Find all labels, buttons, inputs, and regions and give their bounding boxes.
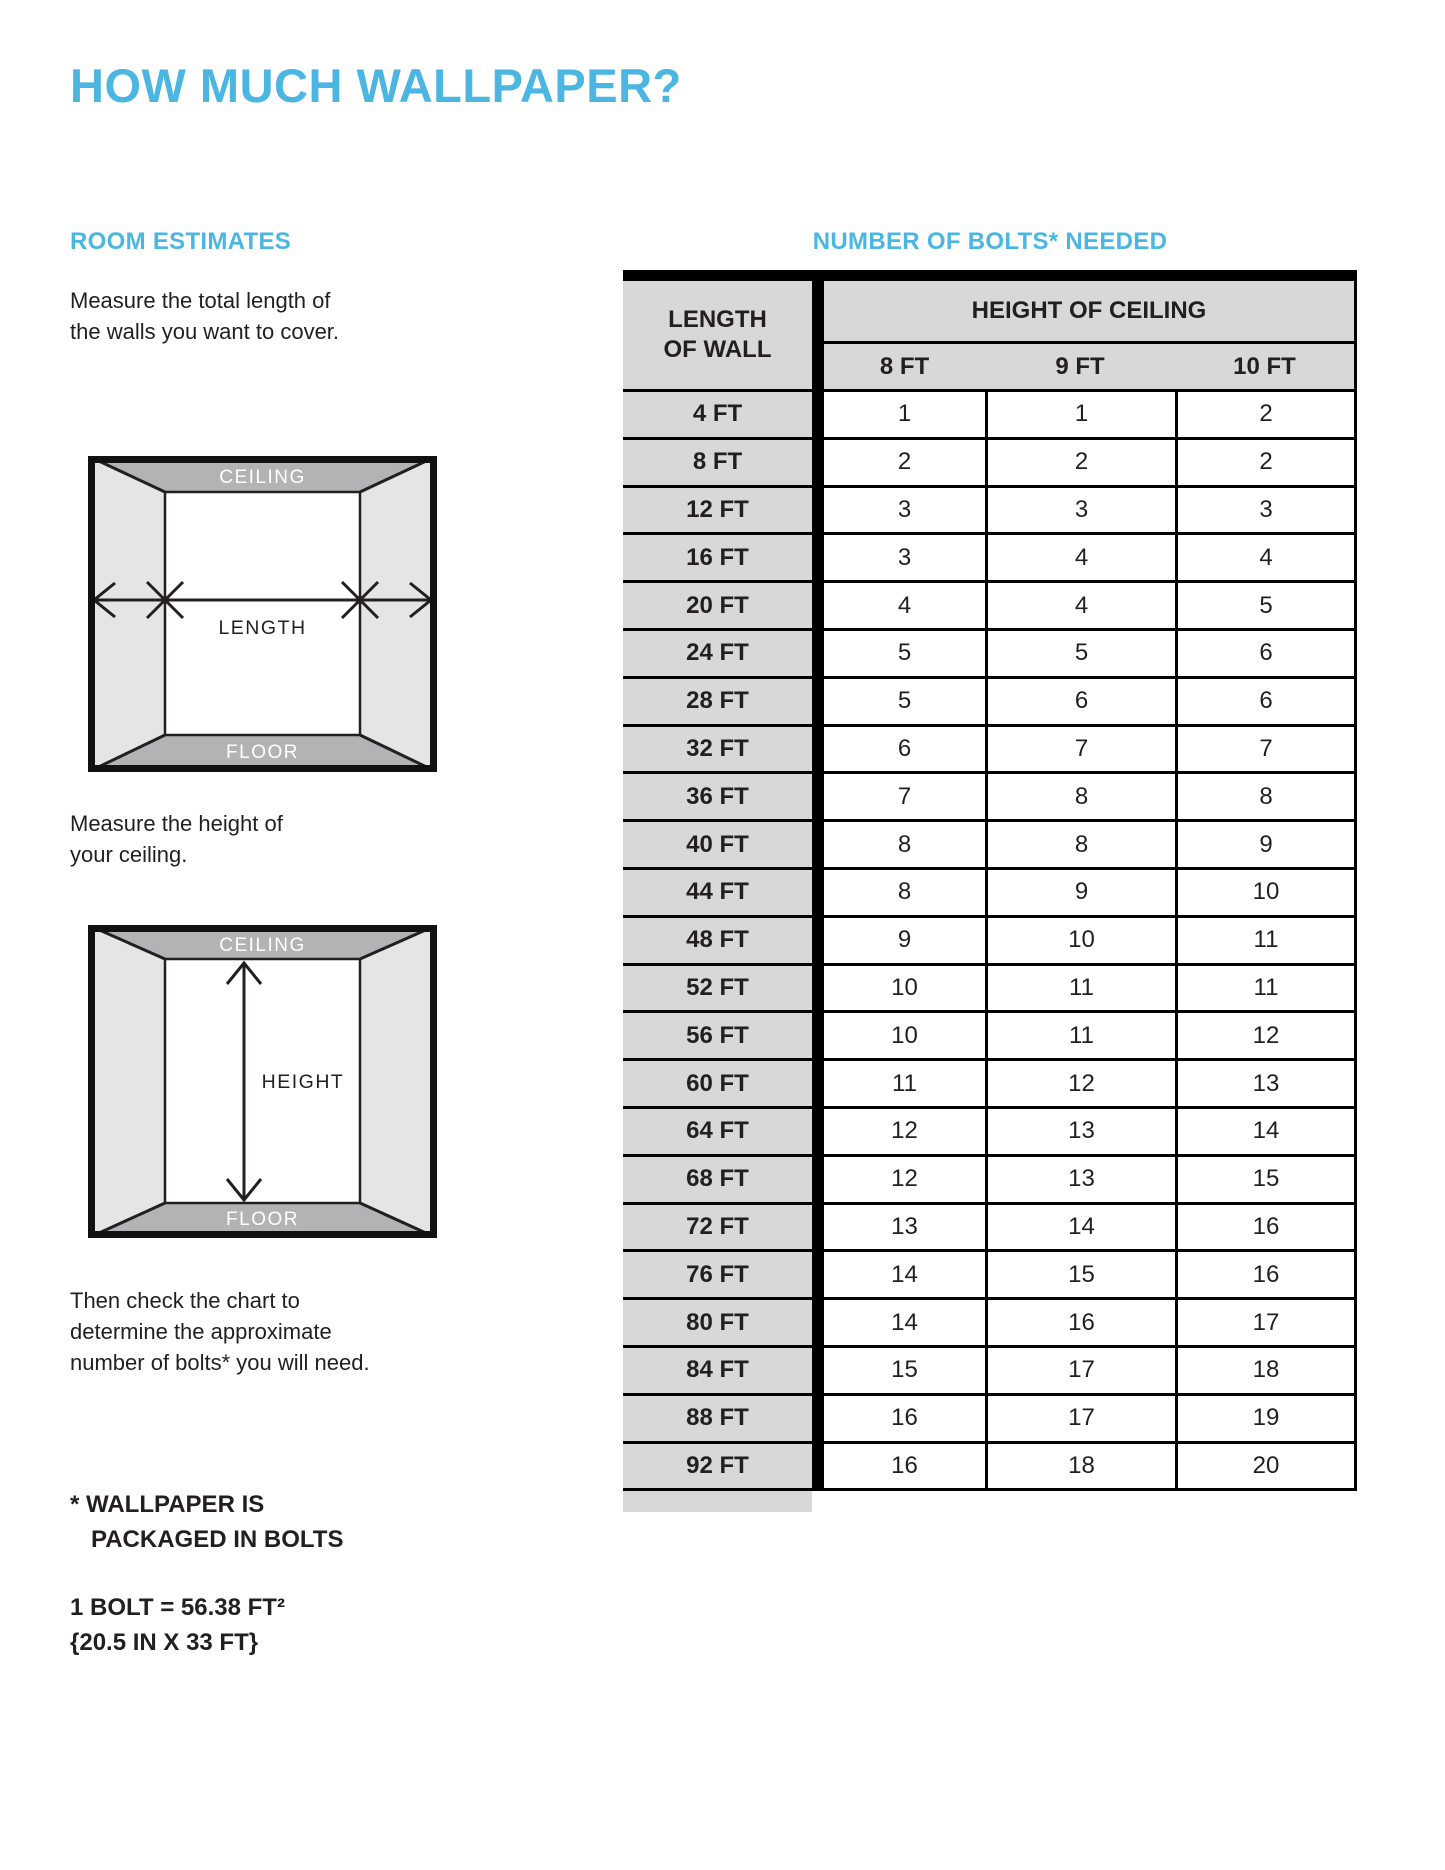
bolt-count-cell: 1 bbox=[985, 392, 1175, 437]
bolt-count-cell: 17 bbox=[985, 1396, 1175, 1441]
table-row bbox=[623, 1205, 1354, 1253]
bolt-count-cell: 4 bbox=[985, 535, 1175, 580]
table-header bbox=[623, 281, 1354, 392]
text-line: number of bolts* you will need. bbox=[70, 1350, 370, 1375]
table-row bbox=[623, 1157, 1354, 1205]
wall-length-cell: 48 FT bbox=[623, 918, 824, 963]
room-estimates-heading: ROOM ESTIMATES bbox=[70, 228, 292, 255]
bolt-count-cell: 11 bbox=[1175, 966, 1354, 1011]
wall-length-cell: 36 FT bbox=[623, 774, 824, 819]
table-row bbox=[623, 870, 1354, 918]
table-row bbox=[623, 822, 1354, 870]
bolt-count-cell: 16 bbox=[985, 1300, 1175, 1345]
bolt-count-cell: 8 bbox=[1175, 774, 1354, 819]
bolt-count-cell: 13 bbox=[1175, 1061, 1354, 1106]
bolt-count-cell: 14 bbox=[985, 1205, 1175, 1250]
wall-length-cell: 68 FT bbox=[623, 1157, 824, 1202]
table-row bbox=[623, 535, 1354, 583]
bolt-count-cell: 4 bbox=[985, 583, 1175, 628]
bolt-count-cell: 9 bbox=[985, 870, 1175, 915]
back-wall-face bbox=[165, 492, 360, 735]
bolt-count-cell: 16 bbox=[891, 1451, 918, 1479]
floor-label: FLOOR bbox=[226, 742, 299, 763]
bolt-count-cell: 12 bbox=[1175, 1013, 1354, 1058]
bolt-count-cell: 6 bbox=[1175, 631, 1354, 676]
text-line: the walls you want to cover. bbox=[70, 319, 340, 344]
bolt-count-cell: 3 bbox=[1175, 488, 1354, 533]
table-row bbox=[623, 1109, 1354, 1157]
wall-length-cell: 60 FT bbox=[623, 1061, 824, 1106]
bolt-count-cell: 20 bbox=[1175, 1444, 1354, 1489]
wall-length-cell: 92 FT bbox=[623, 1444, 824, 1489]
table-row bbox=[623, 918, 1354, 966]
wall-length-cell: 16 FT bbox=[623, 535, 824, 580]
table-body bbox=[623, 392, 1354, 1491]
bolt-count-cell: 2 bbox=[897, 448, 912, 476]
text-line: LENGTH bbox=[668, 306, 767, 333]
bolt-count-cell: 17 bbox=[1175, 1300, 1354, 1345]
table-row bbox=[623, 1061, 1354, 1109]
bolt-count-cell: 15 bbox=[891, 1356, 918, 1384]
right-wall-face bbox=[360, 456, 437, 772]
table-row bbox=[623, 774, 1354, 822]
wall-length-cell: 12 FT bbox=[623, 488, 824, 533]
height-of-ceiling-header-group bbox=[824, 281, 1354, 389]
text-line: your ceiling. bbox=[70, 842, 188, 867]
table-row bbox=[623, 1348, 1354, 1396]
wall-length-cell: 4 FT bbox=[623, 392, 824, 437]
bolt-count-cell: 5 bbox=[1175, 583, 1354, 628]
bolt-count-cell: 12 bbox=[891, 1165, 918, 1193]
bolt-count-cell: 13 bbox=[985, 1157, 1175, 1202]
bolt-count-cell: 4 bbox=[1175, 535, 1354, 580]
wall-length-cell: 84 FT bbox=[623, 1348, 824, 1393]
text-line: Measure the height of bbox=[70, 811, 283, 836]
room-length-diagram bbox=[88, 456, 437, 772]
text-line: {20.5 IN X 33 FT} bbox=[70, 1629, 259, 1656]
wall-length-cell: 8 FT bbox=[623, 440, 824, 485]
bolt-count-cell: 16 bbox=[1175, 1205, 1354, 1250]
left-wall-face bbox=[88, 456, 165, 772]
height-of-ceiling-header: HEIGHT OF CEILING bbox=[824, 281, 1354, 344]
bolt-count-cell: 17 bbox=[985, 1348, 1175, 1393]
bolt-count-cell: 11 bbox=[1175, 918, 1354, 963]
wall-length-cell: 52 FT bbox=[623, 966, 824, 1011]
table-row bbox=[623, 392, 1354, 440]
table-row bbox=[623, 583, 1354, 631]
table-row bbox=[623, 1252, 1354, 1300]
instruction-check-chart bbox=[70, 1285, 370, 1378]
wall-length-cell: 44 FT bbox=[623, 870, 824, 915]
bolt-count-cell: 10 bbox=[891, 973, 918, 1001]
bolt-count-cell: 2 bbox=[1175, 392, 1354, 437]
bolt-count-cell: 12 bbox=[985, 1061, 1175, 1106]
bolt-count-cell: 10 bbox=[1175, 870, 1354, 915]
bolt-count-cell: 10 bbox=[985, 918, 1175, 963]
table-row bbox=[623, 1013, 1354, 1061]
bolt-count-cell: 13 bbox=[891, 1212, 918, 1240]
bolt-count-cell: 12 bbox=[891, 1117, 918, 1145]
bolt-count-cell: 14 bbox=[891, 1308, 918, 1336]
bolt-count-cell: 18 bbox=[1175, 1348, 1354, 1393]
text-line: 1 BOLT = 56.38 FT² bbox=[70, 1594, 285, 1621]
table-left-column-extension bbox=[623, 1491, 812, 1512]
bolt-count-cell: 4 bbox=[897, 591, 912, 619]
instruction-measure-length bbox=[70, 285, 339, 347]
text-line: determine the approximate bbox=[70, 1319, 332, 1344]
text-line: OF WALL bbox=[663, 336, 772, 363]
ceiling-label: CEILING bbox=[219, 935, 306, 956]
bolt-count-cell: 2 bbox=[985, 440, 1175, 485]
bolt-count-cell: 14 bbox=[891, 1260, 918, 1288]
table-row bbox=[623, 1396, 1354, 1444]
bolt-count-cell: 3 bbox=[897, 495, 912, 523]
bolt-count-cell: 7 bbox=[985, 727, 1175, 772]
text-line: PACKAGED IN BOLTS bbox=[91, 1526, 344, 1553]
bolt-count-cell: 1 bbox=[897, 400, 912, 428]
length-label: LENGTH bbox=[218, 617, 307, 639]
bolt-count-cell: 19 bbox=[1175, 1396, 1354, 1441]
bolt-count-cell: 15 bbox=[985, 1252, 1175, 1297]
bolt-count-cell: 13 bbox=[985, 1109, 1175, 1154]
bolt-count-cell: 14 bbox=[1175, 1109, 1354, 1154]
col-header-10ft: 10 FT bbox=[1233, 352, 1296, 380]
bolt-count-cell: 5 bbox=[985, 631, 1175, 676]
bolt-count-cell: 8 bbox=[897, 878, 912, 906]
bolt-count-cell: 2 bbox=[1175, 440, 1354, 485]
bolt-count-cell: 16 bbox=[1175, 1252, 1354, 1297]
wall-length-cell: 72 FT bbox=[623, 1205, 824, 1250]
ceiling-height-subheader-row bbox=[824, 344, 1354, 389]
text-line: * WALLPAPER IS bbox=[70, 1491, 265, 1518]
bolts-needed-heading: NUMBER OF BOLTS* NEEDED bbox=[812, 228, 1168, 255]
bolt-count-cell: 11 bbox=[985, 1013, 1175, 1058]
text-line: Measure the total length of bbox=[70, 288, 331, 313]
bolt-count-cell: 8 bbox=[985, 822, 1175, 867]
right-wall-face bbox=[360, 925, 437, 1238]
left-wall-face bbox=[88, 925, 165, 1238]
bolt-count-cell: 7 bbox=[1175, 727, 1354, 772]
bolt-count-cell: 11 bbox=[985, 966, 1175, 1011]
table-row bbox=[623, 966, 1354, 1014]
wall-length-cell: 40 FT bbox=[623, 822, 824, 867]
wall-length-cell: 64 FT bbox=[623, 1109, 824, 1154]
bolt-count-cell: 8 bbox=[985, 774, 1175, 819]
table-row bbox=[623, 631, 1354, 679]
wall-length-cell: 28 FT bbox=[623, 679, 824, 724]
wall-length-cell: 20 FT bbox=[623, 583, 824, 628]
wall-length-cell: 76 FT bbox=[623, 1252, 824, 1297]
bolt-count-cell: 18 bbox=[985, 1444, 1175, 1489]
table-row bbox=[623, 488, 1354, 536]
wall-length-cell: 32 FT bbox=[623, 727, 824, 772]
ceiling-label: CEILING bbox=[219, 467, 306, 488]
bolt-count-cell: 9 bbox=[1175, 822, 1354, 867]
page-title: HOW MUCH WALLPAPER? bbox=[70, 59, 682, 112]
bolt-count-cell: 10 bbox=[891, 1021, 918, 1049]
bolts-table bbox=[623, 270, 1357, 1491]
bolt-count-cell: 5 bbox=[897, 639, 912, 667]
table-row bbox=[623, 727, 1354, 775]
text-line: Then check the chart to bbox=[70, 1288, 300, 1313]
wall-length-cell: 56 FT bbox=[623, 1013, 824, 1058]
bolt-count-cell: 6 bbox=[985, 679, 1175, 724]
room-height-diagram bbox=[88, 925, 437, 1238]
instruction-measure-height bbox=[70, 808, 283, 870]
wall-length-cell: 24 FT bbox=[623, 631, 824, 676]
col-header-9ft: 9 FT bbox=[1055, 352, 1105, 380]
bolt-count-cell: 5 bbox=[897, 687, 912, 715]
bolt-count-cell: 11 bbox=[892, 1069, 917, 1097]
height-label: HEIGHT bbox=[261, 1071, 345, 1093]
col-header-8ft: 8 FT bbox=[879, 352, 930, 380]
wall-length-cell: 80 FT bbox=[623, 1300, 824, 1345]
bolt-count-cell: 6 bbox=[897, 734, 912, 762]
table-row bbox=[623, 679, 1354, 727]
bolts-footnote bbox=[70, 1487, 343, 1557]
wall-length-cell: 88 FT bbox=[623, 1396, 824, 1441]
bolt-count-cell: 16 bbox=[891, 1404, 918, 1432]
table-row bbox=[623, 1300, 1354, 1348]
bolt-count-cell: 15 bbox=[1175, 1157, 1354, 1202]
bolt-count-cell: 3 bbox=[897, 543, 912, 571]
bolt-count-cell: 3 bbox=[985, 488, 1175, 533]
table-row bbox=[623, 1444, 1354, 1492]
bolt-count-cell: 7 bbox=[897, 782, 912, 810]
bolt-count-cell: 9 bbox=[897, 926, 912, 954]
length-of-wall-header bbox=[623, 281, 824, 389]
table-row bbox=[623, 440, 1354, 488]
bolt-count-cell: 8 bbox=[897, 830, 912, 858]
bolt-count-cell: 6 bbox=[1175, 679, 1354, 724]
floor-label: FLOOR bbox=[226, 1209, 299, 1230]
bolt-size-info bbox=[70, 1590, 285, 1660]
